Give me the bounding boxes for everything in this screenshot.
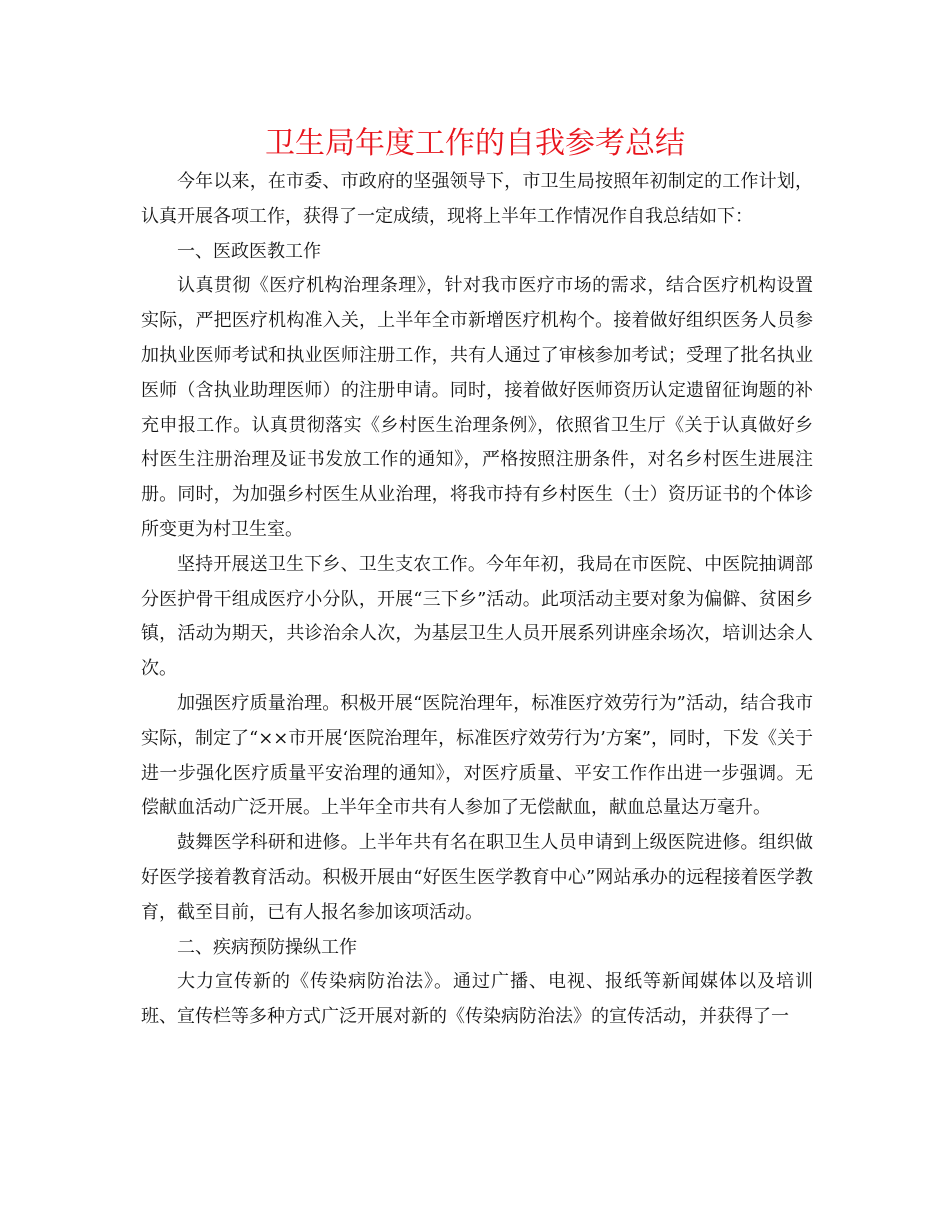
paragraph-medical-quality: 加强医疗质量治理。积极开展“医院治理年，标准医疗效劳行为”活动，结合我市实际，制定了“××市开展‘医院治理年，标准医疗效劳行为’方案”，同时，下发《关于进一步强化医疗质量平安治理的通知》，对医疗质量、平安工作作出进一步强调。无偿献血活动广泛开展。上半年全市共有人参加了无偿献血，献血总量达万毫升。: [141, 692, 814, 819]
section-heading-medical-administration: 一、医政医教工作: [177, 240, 321, 262]
paragraph-rural-health: 坚持开展送卫生下乡、卫生支农工作。今年年初，我局在市医院、中医院抽调部分医护骨干组成医疗小分队，开展“三下乡”活动。此项活动主要对象为偏僻、贫困乡镇，活动为期天，共诊治余人次，为基层卫生人员开展系列讲座余场次，培训达余人次。: [141, 553, 813, 680]
paragraph-intro: 今年以来，在市委、市政府的坚强领导下，市卫生局按照年初制定的工作计划，认真开展各项工作，获得了一定成绩，现将上半年工作情况作自我总结如下：: [141, 171, 813, 227]
document-title: 卫生局年度工作的自我参考总结: [265, 126, 685, 161]
paragraph-infectious-disease-law: 大力宣传新的《传染病防治法》。通过广播、电视、报纸等新闻媒体以及培训班、宣传栏等多种方式广泛开展对新的《传染病防治法》的宣传活动，并获得了一: [141, 971, 813, 1028]
section-heading-disease-prevention: 二、疾病预防操纵工作: [177, 936, 357, 958]
document-body: [141, 165, 813, 1035]
paragraph-research-training: 鼓舞医学科研和进修。上半年共有名在职卫生人员申请到上级医院进修。组织做好医学接着教育活动。积极开展由“好医生医学教育中心”网站承办的远程接着医学教育，截至目前，已有人报名参加该项活动。: [141, 832, 813, 923]
paragraph-medical-institutions: 认真贯彻《医疗机构治理条理》，针对我市医疗市场的需求，结合医疗机构设置实际，严把医疗机构准入关，上半年全市新增医疗机构个。接着做好组织医务人员参加执业医师考试和执业医师注册工作，共有人通过了审核参加考试；受理了批名执业医师（含执业助理医师）的注册申请。同时，接着做好医师资历认定遗留征询题的补充申报工作。认真贯彻落实《乡村医生治理条例》，依照省卫生厅《关于认真做好乡村医生注册治理及证书发放工作的通知》，严格按照注册条件，对名乡村医生进展注册。同时，为加强乡村医生从业治理，将我市持有乡村医生（士）资历证书的个体诊所变更为村卫生室。: [141, 275, 813, 540]
